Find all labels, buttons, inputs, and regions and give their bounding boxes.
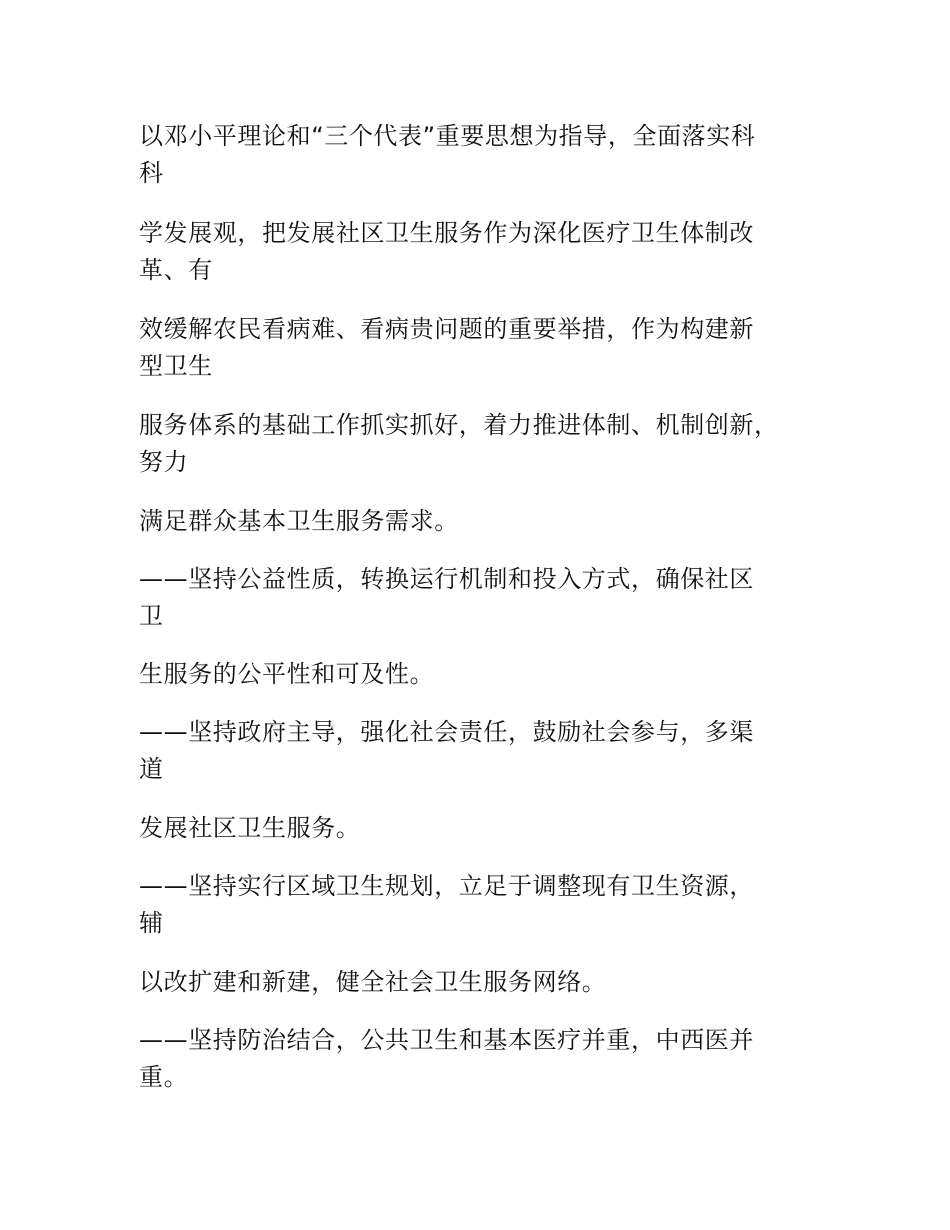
text-line-14: 道: [139, 755, 164, 783]
text-line-12: 生服务的公平性和可及性。: [139, 660, 435, 688]
text-line-16: ——坚持实行区域卫生规划，立足于调整现有卫生资源，: [139, 872, 754, 900]
text-line-11: 卫: [139, 602, 164, 630]
text-line-18: 以改扩建和新建，健全社会卫生服务网络。: [139, 968, 607, 996]
text-line-3: 学发展观，把发展社区卫生服务作为深化医疗卫生体制改: [139, 219, 754, 247]
text-line-19: ——坚持防治结合，公共卫生和基本医疗并重，中西医并: [139, 1026, 754, 1054]
text-line-7: 服务体系的基础工作抓实抓好，着力推进体制、机制创新，: [139, 411, 779, 439]
text-line-17: 辅: [139, 909, 164, 937]
text-line-5: 效缓解农民看病难、看病贵问题的重要举措，作为构建新: [139, 315, 754, 343]
text-line-9: 满足群众基本卫生服务需求。: [139, 507, 459, 535]
text-line-1: 以邓小平理论和“三个代表”重要思想为指导，全面落实科: [139, 122, 756, 150]
text-line-4: 革、有: [139, 256, 213, 284]
text-line-20: 重。: [139, 1063, 189, 1091]
text-line-8: 努力: [139, 448, 189, 476]
text-line-10: ——坚持公益性质，转换运行机制和投入方式，确保社区: [139, 565, 754, 593]
text-line-6: 型卫生: [139, 352, 213, 380]
text-line-15: 发展社区卫生服务。: [139, 814, 361, 842]
text-line-2: 科: [139, 159, 164, 187]
text-line-13: ——坚持政府主导，强化社会责任，鼓励社会参与，多渠: [139, 718, 754, 746]
